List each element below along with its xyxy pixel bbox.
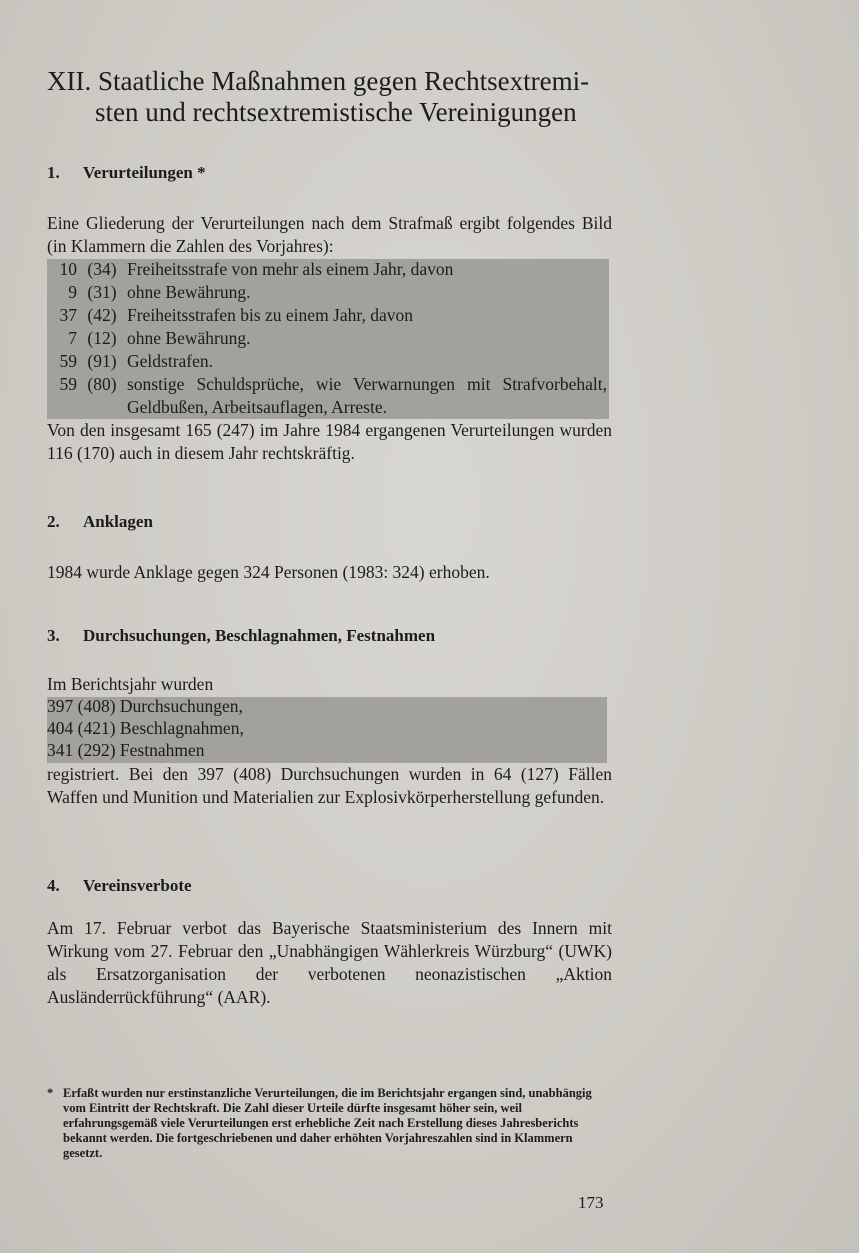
section-2-text: 1984 wurde Anklage gegen 324 Personen (1983: 324) erhoben. [47,562,490,582]
section-2-heading [47,512,153,532]
row-text: Freiheitsstrafen bis zu einem Jahr, davon [127,305,414,325]
section-4-number: 4. [47,876,60,895]
row-text: ohne Bewährung. [127,282,251,302]
section-1-outro: Von den insgesamt 165 (247) im Jahre 1984 ergangenen Verurteilungen wurden 116 (170) auch in diesem Jahr rechtskräftig. [47,420,612,463]
row-prev-year: (12) [87,328,117,348]
section-4-text: Am 17. Februar verbot das Bayerische Staatsministerium des Innern mit Wirkung vom 27. Februar den „Unabhängigen Wählerkreis Würzburg“ (UWK) als Ersatzorganisation der verbotenen neonazistischen „Aktion Ausländerrückführung“ (AAR). [47,918,612,1007]
chapter-title-line-1: XII. Staatliche Maßnahmen gegen Rechtsextremi- [47,66,590,96]
sentence-row [47,304,413,327]
section-4-heading [47,876,192,896]
sentence-row [47,327,250,350]
row-count: 10 [59,259,77,279]
section-3-intro: Im Berichtsjahr wurden [47,674,214,694]
section-1-title: Verurteilungen * [83,163,206,182]
section-3-heading [47,626,435,646]
footnote [47,1086,612,1161]
row-text: ohne Bewährung. [127,328,251,348]
section-3-number: 3. [47,626,60,645]
section-3-title: Durchsuchungen, Beschlagnahmen, Festnahmen [83,626,436,645]
sentence-row [47,373,607,419]
row-count: 9 [68,282,77,302]
page-number: 173 [578,1193,604,1212]
search-stat-item: 397 (408) Durchsuchungen, [47,696,243,716]
section-4-title: Vereinsverbote [83,876,192,895]
section-2-title: Anklagen [83,512,153,531]
row-text: Freiheitsstrafe von mehr als einem Jahr, davon [127,259,454,279]
row-prev-year: (80) [87,374,117,394]
chapter-title-line-2: sten und rechtsextremistische Vereinigungen [95,97,577,127]
row-prev-year: (42) [87,305,117,325]
row-text: Geldstrafen. [127,351,214,371]
section-2-number: 2. [47,512,60,531]
row-prev-year: (31) [87,282,117,302]
row-prev-year: (34) [87,259,117,279]
chapter-title [47,66,607,128]
section-1-intro: Eine Gliederung der Verurteilungen nach dem Strafmaß ergibt folgendes Bild (in Klammern die Zahlen des Vorjahres): [47,213,612,256]
search-stat-item: 341 (292) Festnahmen [47,740,205,760]
row-count: 37 [59,305,77,325]
row-count: 59 [59,374,77,394]
section-3-outro: registriert. Bei den 397 (408) Durchsuchungen wurden in 64 (127) Fällen Waffen und Munition und Materialien zur Explosivkörperherstellung gefunden. [47,764,612,807]
sentence-row [47,350,213,373]
sentence-row [47,258,453,281]
row-text: sonstige Schuldsprüche, wie Verwarnungen mit Strafvorbehalt, Geldbußen, Arbeitsauflagen, Arreste. [127,374,607,417]
search-stat-item: 404 (421) Beschlagnahmen, [47,718,244,738]
footnote-text: Erfaßt wurden nur erstinstanzliche Verurteilungen, die im Berichtsjahr ergangen sind, unabhängig vom Eintritt der Rechtskraft. Die Zahl dieser Urteile dürfte insgesamt höher sein, weil erfahrungsgemäß viele Verurteilungen erst erhebliche Zeit nach Erstellung dieses Jahresberichts bekannt werden. Die fortgeschriebenen und daher erhöhten Vorjahreszahlen sind in Klammern gesetzt. [63,1086,592,1160]
section-1-heading [47,163,206,183]
section-1-number: 1. [47,163,60,182]
row-count: 59 [59,351,77,371]
row-prev-year: (91) [87,351,117,371]
footnote-marker: * [47,1086,54,1100]
row-count: 7 [68,328,77,348]
sentence-row [47,281,250,304]
